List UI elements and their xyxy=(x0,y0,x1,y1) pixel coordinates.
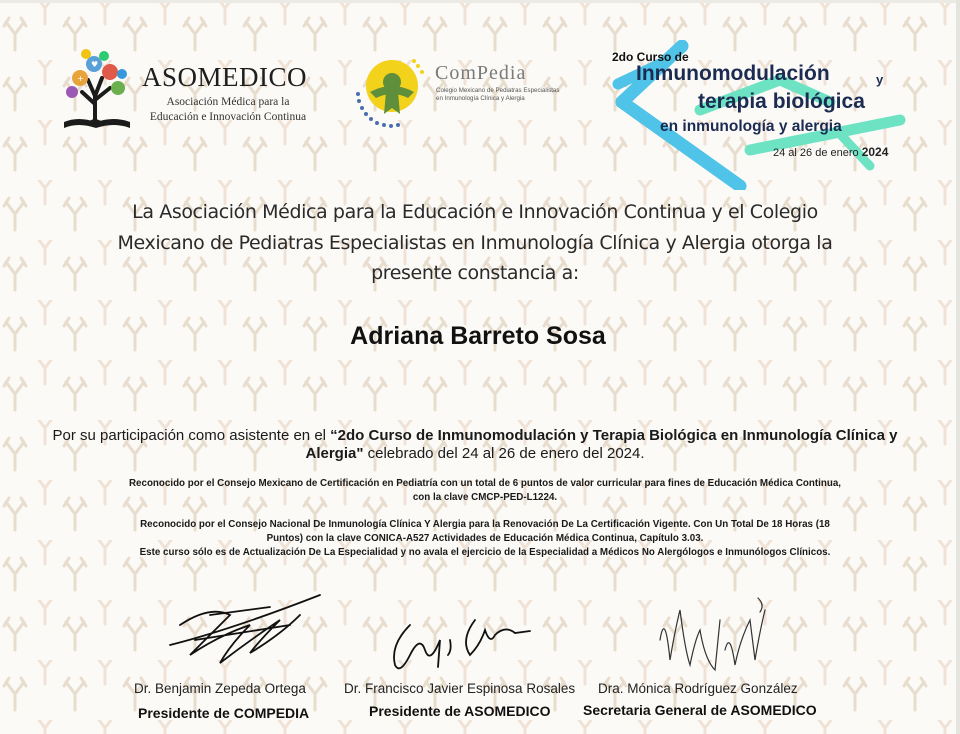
signatory-name: Dra. Mónica Rodríguez González xyxy=(598,681,798,696)
signature-rodriguez xyxy=(640,590,800,685)
asomedico-subtitle-line1: Asociación Médica para la xyxy=(166,96,290,108)
recognition-cmcp-line2: con la clave CMCP-PED-L1224. xyxy=(412,492,558,503)
compedia-logo xyxy=(356,52,566,132)
signatory-role: Presidente de ASOMEDICO xyxy=(369,703,551,719)
asomedico-logo xyxy=(58,48,328,134)
svg-text:♥: ♥ xyxy=(91,60,99,69)
signature-zepeda xyxy=(150,585,330,675)
signature-block-zepeda xyxy=(125,585,335,725)
recognition-conica xyxy=(60,518,910,560)
page-top-edge xyxy=(0,0,960,3)
compedia-subtitle-line2: en Inmunología Clínica y Alergia xyxy=(436,94,525,102)
asomedico-subtitle-line2: Educación e Innovación Continua xyxy=(149,111,307,123)
signature-espinosa xyxy=(380,595,560,685)
intro-line1: La Asociación Médica para la Educación e Innovación Continua y el Colegio xyxy=(132,201,818,223)
recipient-name: Adriana Barreto Sosa xyxy=(350,322,606,350)
participation-pre: Por su participación como asistente en el xyxy=(52,427,326,444)
course-title-line1: Inmunomodulación xyxy=(636,62,830,85)
asomedico-name: ASOMEDICO xyxy=(142,62,308,92)
course-dates-range: 24 al 26 de enero xyxy=(773,147,859,159)
intro-line3: presente constancia a: xyxy=(371,262,579,284)
certificate-intro xyxy=(95,197,855,289)
course-title-line3: en inmunología y alergia xyxy=(660,118,842,135)
course-prefix: 2do Curso de xyxy=(612,50,689,64)
compedia-name: ComPedia xyxy=(435,62,527,84)
course-title-line1-suffix: y xyxy=(876,72,884,87)
signatory-role: Presidente de COMPEDIA xyxy=(138,705,310,721)
course-year: 2024 xyxy=(861,145,889,159)
child-emblem-icon xyxy=(356,52,432,128)
course-title-line2: terapia biológica xyxy=(698,90,865,113)
participation-post: celebrado del 24 al 26 de enero del 2024. xyxy=(367,445,645,462)
signatory-name: Dr. Benjamin Zepeda Ortega xyxy=(134,681,306,696)
signatory-name: Dr. Francisco Javier Espinosa Rosales xyxy=(344,681,576,696)
signature-block-espinosa xyxy=(340,585,590,725)
signatory-role: Secretaria General de ASOMEDICO xyxy=(583,702,817,718)
page-right-edge xyxy=(956,0,960,734)
intro-line2: Mexicano de Pediatras Especialistas en Inmunología Clínica y Alergia otorga la xyxy=(117,231,833,254)
recognition-conica-line1: Reconocido por el Consejo Nacional De Inmunología Clínica Y Alergia para la Renovación De La Certificación Vigente. Con Un Total De 18 Horas (18 xyxy=(140,519,830,530)
compedia-subtitle xyxy=(436,87,566,102)
recognition-conica-line2: Puntos) con la clave CONICA-A527 Actividades de Educación Médica Continua, Capítulo 3.03. xyxy=(266,533,704,544)
recognition-cmcp-line1: Reconocido por el Consejo Mexicano de Certificación en Pediatría con un total de 6 puntos de valor curricular para fines de Educación Médica Continua, xyxy=(128,478,842,489)
course-dates xyxy=(773,145,888,159)
participation-course: “2do Curso de Inmunomodulación y Terapia Biológica en Inmunología Clínica y Alergia" xyxy=(305,427,898,462)
recognition-conica-line3: Este curso sólo es de Actualización De La Especialidad y no avala el ejercicio de la Especialidad a Médicos No Alergólogos e Inmunólogos Clínicos. xyxy=(139,547,831,558)
asomedico-subtitle xyxy=(142,95,314,125)
recognition-cmcp xyxy=(60,477,910,505)
signature-block-rodriguez xyxy=(580,585,840,725)
compedia-subtitle-line1: Colegio Mexicano de Pediatras Especialistas xyxy=(436,87,560,94)
svg-text:+: + xyxy=(77,74,84,83)
participation-statement xyxy=(50,427,900,463)
tree-book-icon xyxy=(58,48,136,134)
